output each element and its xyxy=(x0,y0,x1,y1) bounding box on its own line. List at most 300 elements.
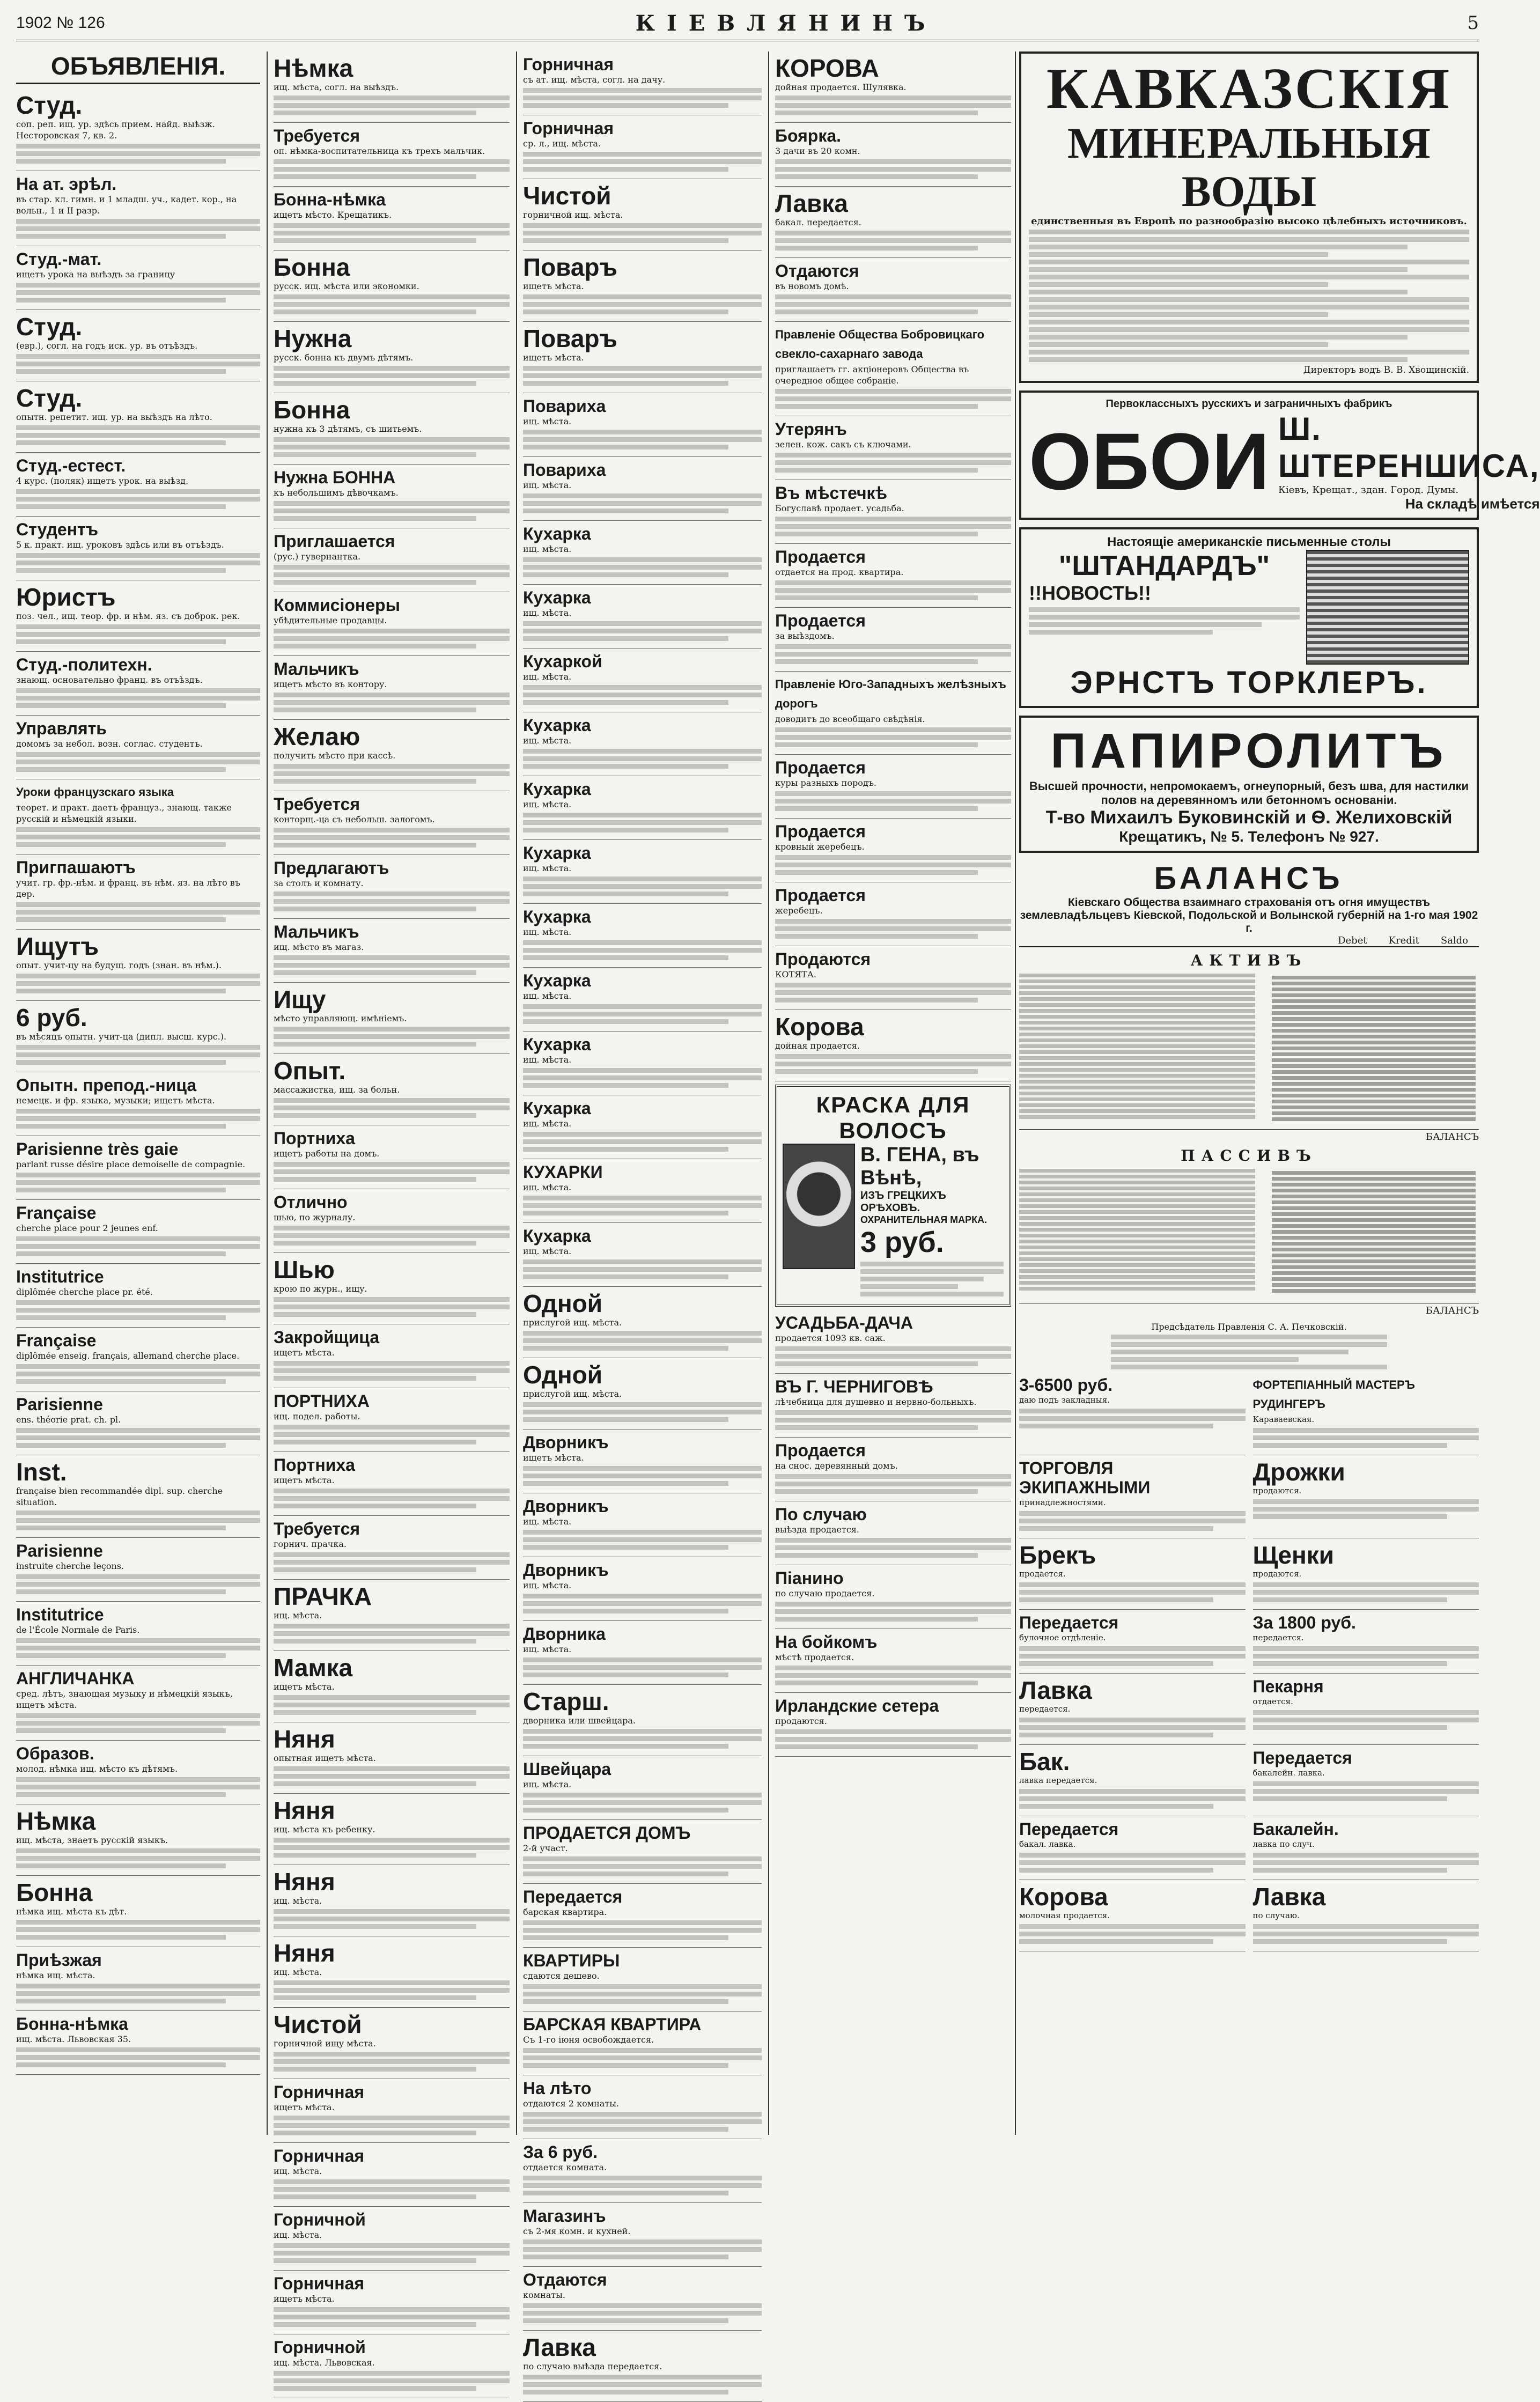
ad-text: убѣдительные продавцы. xyxy=(274,615,387,625)
ad-keyword: 6 руб. xyxy=(16,1004,87,1031)
ad-keyword: Ищутъ xyxy=(16,932,99,960)
ad-text: de l'École Normale de Paris. xyxy=(16,1625,140,1635)
classified-ad xyxy=(523,1756,762,1820)
ad-text: ищ. мѣста. xyxy=(523,735,572,746)
ad-text: учит. гр. фр.-нѣм. и франц. въ нѣм. яз. на лѣто въ дер. xyxy=(16,878,240,899)
classified-ad xyxy=(775,544,1011,608)
classified-ad xyxy=(274,1936,510,2008)
ad-keyword: На лѣто xyxy=(523,2079,592,2098)
ad-text: получить мѣсто при кассѣ. xyxy=(274,750,396,761)
ad-text: опытн. репетит. ищ. ур. на выѣздъ на лѣто. xyxy=(16,412,212,422)
wallpaper-address: Кіевъ, Крещат., здан. Город. Думы. xyxy=(1278,484,1459,496)
ad-keyword: Ирландские сетера xyxy=(775,1696,939,1715)
ad-keyword: Бонна xyxy=(16,1878,93,1906)
ad-text: крою по журн., ищу. xyxy=(274,1284,367,1294)
ad-keyword: Продается xyxy=(775,886,866,905)
ad-keyword: Лавка xyxy=(523,2333,596,2361)
ad-keyword: Корова xyxy=(775,1013,864,1041)
classified-ad xyxy=(16,1391,260,1455)
ad-text: лѣчебница для душевно и нервно-больныхъ. xyxy=(775,1397,977,1407)
ad-text: ищ. мѣста. xyxy=(523,1644,572,1654)
ad-keyword: За 1800 руб. xyxy=(1252,1613,1356,1632)
ad-keyword: Кухарка xyxy=(523,588,591,607)
papyrolite-ad xyxy=(1019,716,1479,853)
classified-ad xyxy=(523,1358,762,1430)
ad-text: ищ. мѣста. xyxy=(274,1967,322,1977)
ad-keyword: КОРОВА xyxy=(775,54,879,82)
classified-ad xyxy=(274,393,510,465)
ad-text: ср. л., ищ. мѣста. xyxy=(523,138,601,149)
ad-keyword: Правленіе Общества Бобровицкаго свекло-сахарнаго завода xyxy=(775,328,985,360)
classified-ad xyxy=(523,1031,762,1095)
ad-keyword: Inst. xyxy=(16,1458,67,1486)
desk-firm: ЭРНСТЪ ТОРКЛЕРЪ. xyxy=(1070,665,1428,700)
classified-ad xyxy=(523,1430,762,1493)
ad-text: молочная продается. xyxy=(1019,1911,1110,1920)
classified-list xyxy=(523,51,762,2402)
ad-keyword: Бонна xyxy=(274,253,350,281)
classified-ad xyxy=(16,171,260,246)
classified-ad xyxy=(16,89,260,171)
ad-text: ищетъ урока на выѣздъ за границу xyxy=(16,269,175,279)
ad-text: опыт. учит-цу на будущ. годъ (знан. въ нѣм.). xyxy=(16,960,222,970)
ad-keyword: Въ мѣстечкѣ xyxy=(775,483,888,503)
ad-keyword: Портниха xyxy=(274,1129,355,1148)
classified-ad xyxy=(16,716,260,779)
classified-ad xyxy=(1253,1674,1479,1745)
ad-text: поз. чел., ищ. теор. фр. и нѣм. яз. съ доброк. рек. xyxy=(16,611,240,621)
classified-ad xyxy=(274,250,510,322)
ad-text: бакал. передается. xyxy=(775,217,861,227)
ad-keyword: Передается xyxy=(523,1887,623,1906)
ad-keyword: Продается xyxy=(775,1441,866,1460)
column-4 xyxy=(775,51,1011,2135)
ad-text: ищетъ мѣста. xyxy=(274,2102,335,2112)
ad-text: diplômée enseig. français, allemand cherche place. xyxy=(16,1351,240,1361)
ad-keyword: По случаю xyxy=(775,1505,867,1524)
classified-ad xyxy=(523,322,762,393)
classified-list xyxy=(775,51,1011,1081)
ad-text: ищ. мѣста. xyxy=(523,863,572,873)
ad-text: ищ. мѣста. Львовская 35. xyxy=(16,2034,131,2044)
ad-keyword: Мамка xyxy=(274,1654,353,1682)
classified-ad xyxy=(1019,1745,1246,1816)
ad-text: ищетъ мѣста. xyxy=(523,1453,584,1463)
ad-text: ищ. мѣста. xyxy=(523,1580,572,1590)
ad-text: въ стар. кл. гимн. и 1 младш. уч., кадет. кор., на вольн., 1 и II разр. xyxy=(16,194,237,216)
classified-ad xyxy=(274,1580,510,1651)
classified-ad xyxy=(1019,1674,1246,1745)
ad-keyword: Продается xyxy=(775,758,866,777)
ad-text: въ мѣсяцъ опытн. учит-ца (дипл. высш. курс.). xyxy=(16,1031,227,1042)
ad-text: нѣмка ищ. мѣста. xyxy=(16,1970,95,1980)
ad-keyword: Кухаркой xyxy=(523,652,602,671)
classified-ad xyxy=(16,779,260,854)
classified-ad xyxy=(523,585,762,649)
classified-ad xyxy=(274,1324,510,1388)
caucasus-sign: Директоръ водъ В. В. Хвощинскій. xyxy=(1303,365,1469,375)
ad-keyword: ТОРГОВЛЯ ЭКИПАЖНЫМИ xyxy=(1019,1458,1151,1497)
ad-keyword: Отдаются xyxy=(523,2270,607,2289)
ad-text: ищ. подел. работы. xyxy=(274,1411,360,1421)
ad-keyword: Кухарка xyxy=(523,1226,591,1246)
ad-keyword: Française xyxy=(16,1331,97,1350)
ad-text: выѣзда продается. xyxy=(775,1524,859,1535)
ad-text: съ 2-мя комн. и кухней. xyxy=(523,2226,631,2236)
classified-ad xyxy=(775,258,1011,322)
classified-ad xyxy=(523,521,762,585)
balance-columns xyxy=(1019,935,1479,947)
classified-ad xyxy=(523,904,762,968)
ad-keyword: Поваръ xyxy=(523,253,618,281)
wallpaper-top: Первоклассныхъ русскихъ и заграничныхъ фабрикъ xyxy=(1106,398,1392,410)
ad-text: съ ат. ищ. мѣста, согл. на дачу. xyxy=(523,75,666,85)
ad-keyword: АНГЛИЧАНКА xyxy=(16,1669,135,1688)
ad-text: немецк. и фр. языка, музыки; ищетъ мѣста. xyxy=(16,1095,215,1106)
classified-ad xyxy=(274,1452,510,1516)
ad-text: молод. нѣмка ищ. мѣсто къ дѣтямъ. xyxy=(16,1764,178,1774)
classified-ad xyxy=(1253,1372,1479,1455)
ad-text: ищ. мѣста. xyxy=(274,2166,322,2176)
classified-ad xyxy=(523,2075,762,2139)
caucasus-subtitle: МИНЕРАЛЬНЫЯ ВОДЫ xyxy=(1067,119,1431,216)
ad-text: сред. лѣтъ, знающая музыку и нѣмецкій языкъ, ищетъ мѣста. xyxy=(16,1689,233,1710)
ad-keyword: Institutrice xyxy=(16,1267,104,1286)
ad-text: ищ. мѣста. xyxy=(523,480,572,490)
classified-ad xyxy=(16,1666,260,1741)
ad-keyword: Лавка xyxy=(1252,1883,1326,1911)
ad-text: къ небольшимъ дѣвочкамъ. xyxy=(274,488,399,498)
ad-text: продаются. xyxy=(775,1716,827,1726)
ad-text: лавка передается. xyxy=(1019,1775,1097,1785)
ad-keyword: Продаются xyxy=(775,949,871,969)
ad-keyword: Уроки французскаго языка xyxy=(16,785,174,799)
column-rule xyxy=(1015,51,1016,2135)
classified-ad xyxy=(523,2203,762,2267)
wallpaper-ad xyxy=(1019,390,1540,520)
ad-keyword: Продается xyxy=(775,822,866,841)
classified-ad xyxy=(274,1516,510,1580)
ad-keyword: Нужна xyxy=(274,325,352,352)
ad-keyword: Приѣзжая xyxy=(16,1950,102,1970)
ad-keyword: ПРАЧКА xyxy=(274,1582,372,1610)
ad-keyword: Шью xyxy=(274,1256,335,1284)
caucasus-lead: единственныя въ Европѣ по разнообразію высоко цѣлебныхъ источниковъ. xyxy=(1031,216,1467,227)
ad-text: ищ. мѣста къ ребенку. xyxy=(274,1824,375,1834)
classified-ad xyxy=(274,1388,510,1452)
ad-keyword: Кухарка xyxy=(523,779,591,799)
ad-keyword: Ищу xyxy=(274,985,326,1013)
classified-ad xyxy=(16,1200,260,1264)
ad-keyword: Требуется xyxy=(274,1519,360,1538)
column-2 xyxy=(274,51,510,2368)
classified-ad xyxy=(523,1685,762,1756)
ad-text: 2-й участ. xyxy=(523,1843,568,1853)
classified-ad xyxy=(775,416,1011,480)
classified-ad xyxy=(274,528,510,592)
ad-keyword: Parisienne xyxy=(16,1541,103,1560)
classified-ad xyxy=(16,1741,260,1804)
ad-text: ищ. мѣста. xyxy=(523,927,572,937)
classified-ad xyxy=(274,2334,510,2398)
ad-text: ищ. мѣста. xyxy=(523,991,572,1001)
ad-keyword: За 6 руб. xyxy=(523,2142,598,2162)
ad-text: массажистка, ищ. за больн. xyxy=(274,1085,400,1095)
masthead xyxy=(16,6,1479,41)
ad-text: ищ. мѣста, согл. на выѣздъ. xyxy=(274,82,399,92)
ad-text: instruite cherche leçons. xyxy=(16,1561,124,1571)
classified-ad xyxy=(274,2143,510,2207)
ad-keyword: Пекарня xyxy=(1252,1677,1324,1696)
classified-ad xyxy=(16,854,260,930)
ad-keyword: Бакалейн. xyxy=(1252,1819,1339,1839)
ad-keyword: Боярка. xyxy=(775,126,842,145)
wallpaper-big: ОБОИ xyxy=(1029,416,1270,506)
ad-keyword: Студ.-мат. xyxy=(16,249,102,269)
classified-ad xyxy=(775,1010,1011,1081)
ad-keyword: Дворника xyxy=(523,1624,606,1644)
wallpaper-firm: Ш. ШТЕРЕНШИСА, xyxy=(1278,411,1540,484)
papyrolite-address: Крещатикъ, № 5. Телефонъ № 927. xyxy=(1119,828,1379,845)
passiv-total: БАЛАНСЪ xyxy=(1019,1303,1479,1316)
classified-ad xyxy=(274,2271,510,2334)
ad-keyword: УСАДЬБА-ДАЧА xyxy=(775,1313,913,1332)
ad-text: ищ. мѣста. xyxy=(523,1516,572,1527)
ad-text: комнаты. xyxy=(523,2290,565,2300)
section-title: ОБЪЯВЛЕНІЯ. xyxy=(16,51,260,84)
classified-ad xyxy=(775,1693,1011,1757)
ad-text: ищ. мѣста. xyxy=(523,1246,572,1256)
ad-keyword: Мальчикъ xyxy=(274,922,359,941)
ad-keyword: Передается xyxy=(1019,1613,1119,1632)
ad-keyword: Кухарка xyxy=(523,843,591,863)
classified-ad xyxy=(16,453,260,517)
ad-keyword: Піанино xyxy=(775,1568,844,1588)
column-3 xyxy=(523,51,762,2371)
classified-ad xyxy=(523,2331,762,2402)
ad-keyword: Приглашается xyxy=(274,532,395,551)
ad-keyword: КУХАРКИ xyxy=(523,1162,603,1182)
ad-text: ищетъ мѣста. xyxy=(274,1682,335,1692)
ad-text: доводитъ до всеобщаго свѣдѣнія. xyxy=(775,714,925,724)
classified-ad xyxy=(274,1125,510,1189)
column-5 xyxy=(1019,51,1540,2135)
ad-keyword: Чистой xyxy=(274,2010,362,2038)
classified-ad xyxy=(523,1493,762,1557)
papyrolite-title: ПАПИРОЛИТЪ xyxy=(1050,724,1448,778)
ad-text: кровный жеребецъ. xyxy=(775,842,865,852)
ad-text: приглашаетъ гг. акціонеровъ Общества въ очередное общее собраніе. xyxy=(775,364,969,386)
ad-text: ищетъ мѣста. xyxy=(523,352,584,363)
classified-ad xyxy=(16,1538,260,1602)
classified-ad xyxy=(16,1136,260,1200)
classified-ad xyxy=(274,123,510,187)
ad-text: ищ. мѣста. Львовская. xyxy=(274,2357,375,2368)
ad-text: ищетъ мѣсто въ контору. xyxy=(274,679,387,689)
ad-text: горничной ищ. мѣста. xyxy=(523,210,623,220)
ad-text: ищ. мѣста. xyxy=(523,1055,572,1065)
ad-keyword: Брекъ xyxy=(1019,1541,1096,1569)
classified-ad xyxy=(1253,1816,1479,1880)
classified-ad xyxy=(274,465,510,528)
classified-list xyxy=(274,51,510,2398)
classified-ad xyxy=(274,919,510,983)
classified-ad xyxy=(274,322,510,393)
ad-text: зелен. кож. сакъ съ ключами. xyxy=(775,439,911,450)
ad-keyword: ВЪ Г. ЧЕРНИГОВѢ xyxy=(775,1377,933,1396)
classified-ad xyxy=(1019,1455,1246,1538)
ad-text: продается 1093 кв. саж. xyxy=(775,1333,886,1343)
ad-keyword: Отдаются xyxy=(775,261,859,281)
ad-keyword: Повариха xyxy=(523,460,606,480)
ad-keyword: Передается xyxy=(1252,1748,1352,1767)
ad-text: ищ. мѣста. xyxy=(274,2230,322,2240)
classified-ad xyxy=(16,1072,260,1136)
ad-keyword: Опыт. xyxy=(274,1057,346,1085)
classified-ad xyxy=(523,457,762,521)
column-rule xyxy=(516,51,517,2135)
classified-ad xyxy=(523,1557,762,1621)
ad-keyword: Студ.-естест. xyxy=(16,456,126,475)
ad-keyword: Образов. xyxy=(16,1744,94,1763)
classified-ad xyxy=(274,720,510,791)
classified-ad xyxy=(775,187,1011,258)
classified-ad xyxy=(775,819,1011,882)
ad-text: бакал. лавка. xyxy=(1019,1839,1076,1849)
ad-keyword: Щенки xyxy=(1252,1541,1335,1569)
balance-title: БАЛАНСЪ xyxy=(1154,861,1344,896)
passiv-ledger xyxy=(1019,1169,1479,1303)
issue-number: 1902 № 126 xyxy=(16,14,105,32)
classified-ad xyxy=(523,2139,762,2203)
ad-text: 5 к. практ. ищ. уроковъ здѣсь или въ отъѣздъ. xyxy=(16,540,224,550)
classified-ad xyxy=(775,1438,1011,1501)
classified-ad xyxy=(523,968,762,1031)
classified-ad xyxy=(16,1804,260,1876)
ad-keyword: ПОРТНИХА xyxy=(274,1391,370,1411)
classified-ad xyxy=(16,381,260,453)
classified-ad xyxy=(775,882,1011,946)
papyrolite-firm: Т-во Михаилъ Буковинскій и Ѳ. Желиховскій xyxy=(1045,807,1453,828)
ad-keyword: Кухарка xyxy=(523,971,591,990)
ad-text: булочное отдѣленіе. xyxy=(1019,1633,1106,1642)
classified-ad xyxy=(274,791,510,855)
hair-dye-ad xyxy=(775,1085,1011,1307)
newspaper-title: КІЕВЛЯНИНЪ xyxy=(635,10,937,36)
ad-keyword: Передается xyxy=(1019,1819,1119,1839)
ad-keyword: Пригпашаютъ xyxy=(16,858,136,877)
hair-dye-brand: В. ГЕНА, въ Вѣнѣ, xyxy=(860,1144,979,1189)
ad-text: теорет. и практ. даетъ француз., знающ. также русскій и нѣмецкій языки. xyxy=(16,802,232,824)
ad-keyword: Institutrice xyxy=(16,1605,104,1624)
aktiv-heading: АКТИВЪ xyxy=(1190,952,1308,969)
ad-keyword: ФОРТЕПІАННЫЙ МАСТЕРЪ РУДИНГЕРЪ xyxy=(1252,1378,1415,1411)
classified-list xyxy=(775,1310,1011,1757)
ad-text: горничной ищу мѣста. xyxy=(274,2038,376,2049)
ad-keyword: Горничной xyxy=(274,2210,366,2229)
ad-text: отдается. xyxy=(1252,1697,1293,1706)
ad-keyword: Нѣмка xyxy=(274,54,353,82)
classified-ad xyxy=(274,656,510,720)
ad-text: прислугой ищ. мѣста. xyxy=(523,1389,622,1399)
classified-ad xyxy=(775,946,1011,1010)
classified-ad xyxy=(775,322,1011,416)
classified-ad xyxy=(1253,1455,1479,1538)
ad-keyword: Продается xyxy=(775,611,866,630)
classified-ad xyxy=(523,179,762,250)
classified-ad xyxy=(16,1602,260,1666)
ad-keyword: Бак. xyxy=(1019,1748,1070,1775)
classified-ad xyxy=(775,1501,1011,1565)
desk-brand: "ШТАНДАРДЪ" xyxy=(1058,550,1270,581)
ad-keyword: Одной xyxy=(523,1361,602,1389)
ad-text: опытная ищетъ мѣста. xyxy=(274,1753,376,1763)
ad-text: даю подъ закладныя. xyxy=(1019,1395,1110,1405)
caucasus-title: КАВКАЗСКІЯ xyxy=(1046,57,1452,121)
ad-keyword: Портниха xyxy=(274,1455,355,1475)
classified-ad xyxy=(523,1287,762,1358)
column-1 xyxy=(16,51,260,2135)
ad-text: дойная продается. xyxy=(775,1041,860,1051)
ad-text: домомъ за небол. возн. соглас. студентъ. xyxy=(16,739,203,749)
trademark-image xyxy=(783,1144,855,1269)
classified-ad xyxy=(274,1651,510,1722)
ad-text: принадлежностями. xyxy=(1019,1498,1106,1507)
ad-text: ens. théorie prat. ch. pl. xyxy=(16,1414,121,1425)
ad-keyword: Мальчикъ xyxy=(274,659,359,679)
desk-ad xyxy=(1019,527,1479,708)
ad-text: шью, по журналу. xyxy=(274,1212,356,1222)
classified-ad xyxy=(274,983,510,1054)
classified-ad xyxy=(775,480,1011,544)
ad-text: нужна къ 3 дѣтямъ, съ шитьемъ. xyxy=(274,424,422,434)
ad-text: мѣстѣ продается. xyxy=(775,1652,854,1662)
ad-text: ищ. мѣста. xyxy=(274,1896,322,1906)
ad-text: барская квартира. xyxy=(523,1907,607,1917)
ad-text: (евр.), согл. на годъ иск. ур. въ отъѣздъ. xyxy=(16,341,198,351)
desk-illustration xyxy=(1306,550,1469,665)
ad-keyword: Опытн. препод.-ница xyxy=(16,1075,197,1095)
desk-head: Настоящіе американскіе письменные столы xyxy=(1107,535,1391,549)
ad-text: отдаются 2 комнаты. xyxy=(523,2098,620,2109)
ad-keyword: Требуется xyxy=(274,794,360,814)
ad-text: ищ. мѣста. xyxy=(523,608,572,618)
ad-text: ищетъ мѣста. xyxy=(523,281,584,291)
ad-keyword: Горничная xyxy=(274,2082,365,2102)
ad-text: ищетъ работы на домъ. xyxy=(274,1148,380,1159)
papyrolite-text: Высшей прочности, непромокаемъ, огнеупорный, безъ шва, для настилки полов на деревянномъ или бетонномъ основаніи. xyxy=(1029,779,1469,807)
classified-ad xyxy=(775,755,1011,819)
ad-text: Съ 1-го іюня освобождается. xyxy=(523,2035,654,2045)
ad-keyword: ПРОДАЕТСЯ ДОМЪ xyxy=(523,1823,691,1843)
ad-text: ищетъ мѣста. xyxy=(274,1347,335,1358)
ad-keyword: Кухарка xyxy=(523,1035,591,1054)
ad-keyword: Студ. xyxy=(16,384,83,412)
ad-text: ищ. мѣста. xyxy=(523,544,572,554)
classified-list xyxy=(16,89,260,2075)
classified-ad xyxy=(16,580,260,652)
ad-keyword: Горничная xyxy=(523,119,614,138)
classified-ad xyxy=(1019,1880,1246,1951)
ad-text: diplômée cherche place pr. été. xyxy=(16,1287,153,1297)
ad-keyword: Коммисіонеры xyxy=(274,595,400,615)
classified-ad xyxy=(523,1095,762,1159)
ad-keyword: КВАРТИРЫ xyxy=(523,1951,620,1970)
ad-keyword: На бойкомъ xyxy=(775,1632,878,1652)
classified-ad xyxy=(16,246,260,310)
ad-text: на снос. деревянный домъ. xyxy=(775,1461,898,1471)
classified-ad xyxy=(523,2267,762,2331)
